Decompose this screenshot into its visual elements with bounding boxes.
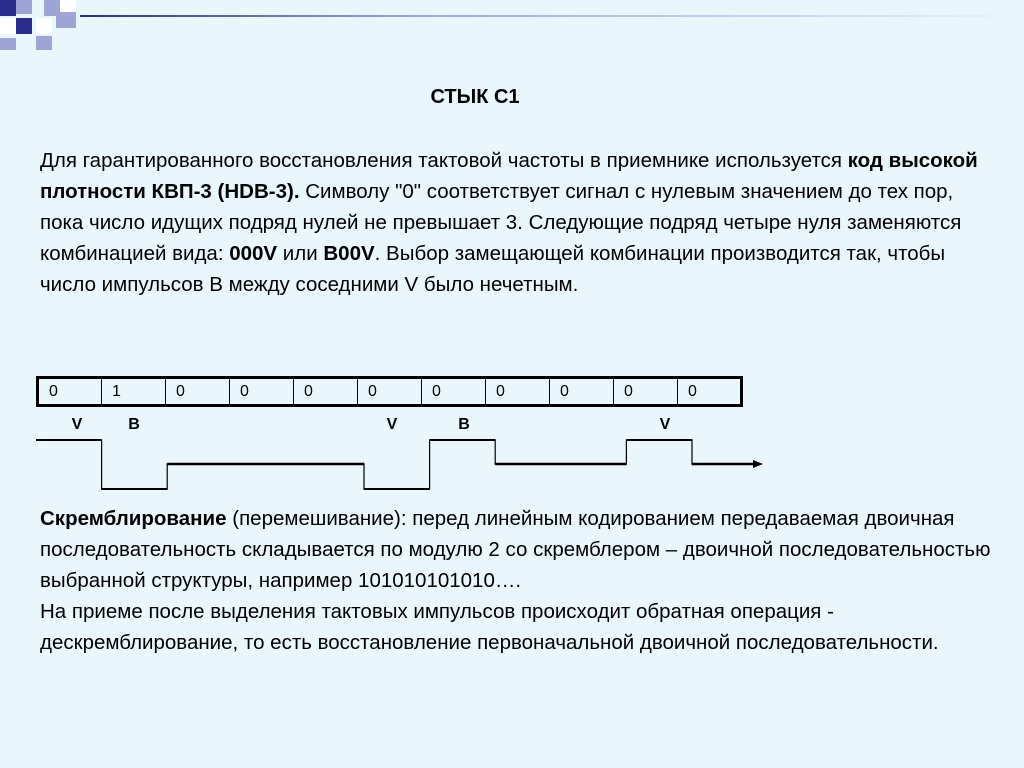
bit-row [38, 378, 742, 406]
bit-cell: 0 [422, 378, 486, 406]
bit-cell: 0 [614, 378, 678, 406]
p2-term: Скремблирование [40, 507, 227, 530]
bit-cell: 0 [38, 378, 102, 406]
pulse-label-v: V [659, 416, 671, 433]
bit-cell: 0 [294, 378, 358, 406]
bit-cell: 1 [102, 378, 166, 406]
p2-text-2: На приеме после выделения тактовых импульсов происходит обратная операция - дескремблирование, то есть восстановление первоначальной двоичной последовательности. [40, 600, 939, 654]
slide-title: СТЫК С1 [430, 86, 520, 108]
p1-code-name: код высокой плотности КВП-3 (HDB-3). [40, 149, 978, 203]
p2-text-1: (перемешивание): перед линейным кодированием передаваемая двоичная последовательность складывается по модулю 2 со скремблером – двоичной последовательностью выбранной структуры, например 101010101010…. [40, 507, 991, 592]
p1-text-1: Для гарантированного восстановления тактовой частоты в приемнике используется [40, 149, 848, 172]
bit-cell: 0 [358, 378, 422, 406]
scrambling-description [40, 503, 1000, 658]
p1-text-2: Символу "0" соответствует сигнал с нулевым значением до тех пор, пока число идущих подряд нулей не превышает 3. Следующие подряд четыре нуля заменяются комбинацией вида: [40, 180, 962, 265]
signal-trace [36, 440, 758, 489]
bit-sequence-table [36, 376, 743, 407]
pulse-label-b: B [128, 416, 140, 433]
p1-combination-000v: 000V [229, 242, 278, 265]
hdb3-signal-waveform [0, 430, 1024, 500]
bit-cell: 0 [486, 378, 550, 406]
p1-combination-b00v: B00V [323, 242, 375, 265]
bit-cell: 0 [166, 378, 230, 406]
decorative-header [0, 0, 1024, 50]
bit-cell: 0 [230, 378, 294, 406]
p1-text-3: или [277, 242, 324, 265]
pulse-label-v: V [386, 416, 398, 433]
pulse-label-v: V [71, 416, 83, 433]
bit-cell: 0 [550, 378, 614, 406]
pulse-label-b: B [458, 416, 470, 433]
p1-text-4: . Выбор замещающей комбинации производится так, чтобы число импульсов B между соседними V было нечетным. [40, 242, 946, 296]
bit-cell: 0 [678, 378, 742, 406]
hdb3-description [40, 145, 1000, 300]
